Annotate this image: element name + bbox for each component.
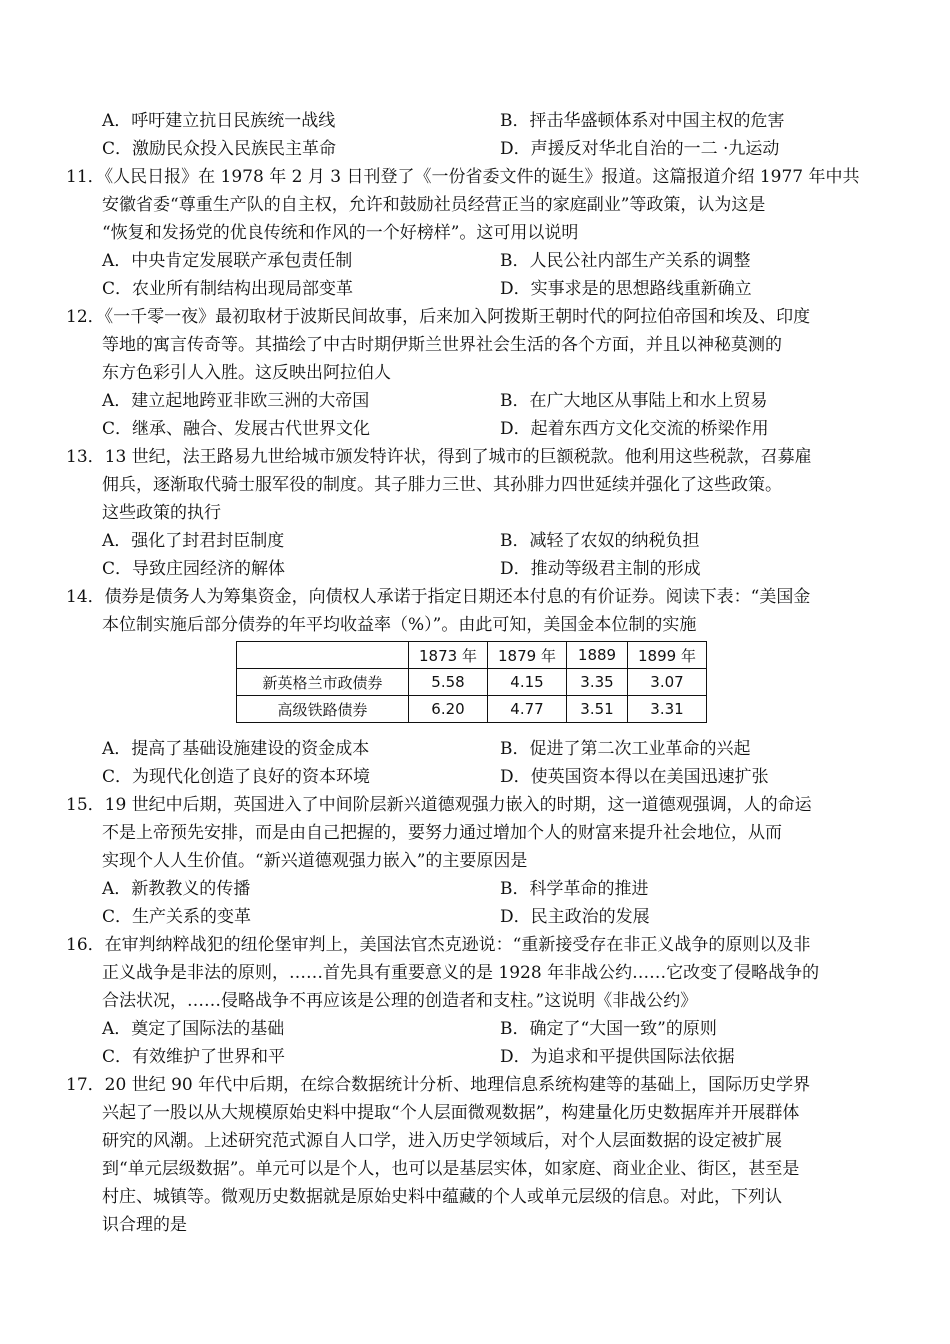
table-cell: 6.20 <box>409 696 488 723</box>
q10-option-d: D．声援反对华北自治的一二 ·九运动 <box>500 139 780 159</box>
q10-option-b: B．抨击华盛顿体系对中国主权的危害 <box>500 111 785 131</box>
q15-option-b: B．科学革命的推进 <box>500 879 649 899</box>
q12-option-b: B．在广大地区从事陆上和水上贸易 <box>500 391 768 411</box>
q11-option-d: D．实事求是的思想路线重新确立 <box>500 279 752 299</box>
q17-stem-line2: 兴起了一股以从大规模原始史料中提取“个人层面微观数据”，构建量化历史数据库并开展群体 <box>102 1103 800 1123</box>
q17-stem-line4: 到“单元层级数据”。单元可以是个人，也可以是基层实体，如家庭、商业企业、街区，甚至是 <box>102 1159 800 1179</box>
q16-stem-line1: 16．在审判纳粹战犯的纽伦堡审判上，美国法官杰克逊说：“重新接受存在非正义战争的原则以及非 <box>66 935 811 955</box>
q11-stem-line2: 安徽省委“尊重生产队的自主权，允许和鼓励社员经营正当的家庭副业”等政策，认为这是 <box>102 195 766 215</box>
q13-option-d: D．推动等级君主制的形成 <box>500 559 701 579</box>
table-header-cell: 1873 年 <box>409 642 488 669</box>
q12-option-c: C．继承、融合、发展古代世界文化 <box>102 419 371 439</box>
table-cell: 3.31 <box>628 696 707 723</box>
table-row-label: 新英格兰市政债券 <box>237 669 409 696</box>
q11-stem-line3: “恢复和发扬党的优良传统和作风的一个好榜样”。这可用以说明 <box>102 223 579 243</box>
q13-stem-line3: 这些政策的执行 <box>102 503 221 523</box>
q14-option-a: A．提高了基础设施建设的资金成本 <box>102 739 370 759</box>
q13-stem-line2: 佣兵，逐渐取代骑士服军役的制度。其子腓力三世、其孙腓力四世延续并强化了这些政策。 <box>102 475 782 495</box>
q17-stem-line3: 研究的风潮。上述研究范式源自人口学，进入历史学领域后，对个人层面数据的设定被扩展 <box>102 1131 782 1151</box>
q12-stem-line3: 东方色彩引人入胜。这反映出阿拉伯人 <box>102 363 391 383</box>
q12-stem-line1: 12．《一千零一夜》最初取材于波斯民间故事，后来加入阿拨斯王朝时代的阿拉伯帝国和埃及、印度 <box>66 307 811 327</box>
table-header-row <box>237 642 707 669</box>
table-cell: 3.07 <box>628 669 707 696</box>
q16-stem-line3: 合法状况，……侵略战争不再应该是公理的创造者和支柱。”这说明《非战公约》 <box>102 991 698 1011</box>
q15-option-a: A．新教教义的传播 <box>102 879 251 899</box>
table-row <box>237 696 707 723</box>
table-cell: 4.15 <box>488 669 567 696</box>
bond-yield-table <box>236 641 707 723</box>
table-header-cell: 1899 年 <box>628 642 707 669</box>
q13-option-c: C．导致庄园经济的解体 <box>102 559 286 579</box>
table-cell: 3.51 <box>567 696 628 723</box>
q16-stem-line2: 正义战争是非法的原则，……首先具有重要意义的是 1928 年非战公约……它改变了侵略战争的 <box>102 963 820 983</box>
q11-option-b: B．人民公社内部生产关系的调整 <box>500 251 751 271</box>
q12-option-a: A．建立起地跨亚非欧三洲的大帝国 <box>102 391 370 411</box>
q15-stem-line1: 15．19 世纪中后期，英国进入了中间阶层新兴道德观强力嵌入的时期，这一道德观强调，人的命运 <box>66 795 812 815</box>
table-row <box>237 669 707 696</box>
q12-stem-line2: 等地的寓言传奇等。其描绘了中古时期伊斯兰世界社会生活的各个方面，并且以神秘莫测的 <box>102 335 782 355</box>
q17-stem-line1: 17．20 世纪 90 年代中后期，在综合数据统计分析、地理信息系统构建等的基础上，国际历史学界 <box>66 1075 811 1095</box>
table-header-cell: 1889 <box>567 642 628 669</box>
q14-stem-line2: 本位制实施后部分债券的年平均收益率（%）”。由此可知，美国金本位制的实施 <box>102 615 697 635</box>
q10-option-a: A．呼吁建立抗日民族统一战线 <box>102 111 336 131</box>
q14-stem-line1: 14．债券是债务人为筹集资金，向债权人承诺于指定日期还本付息的有价证券。阅读下表：“美国金 <box>66 587 811 607</box>
table-header-cell: 1879 年 <box>488 642 567 669</box>
q14-option-b: B．促进了第二次工业革命的兴起 <box>500 739 751 759</box>
q15-option-c: C．生产关系的变革 <box>102 907 252 927</box>
q17-stem-line5: 村庄、城镇等。微观历史数据就是原始史料中蕴藏的个人或单元层级的信息。对此，下列认 <box>102 1187 782 1207</box>
q16-option-c: C．有效维护了世界和平 <box>102 1047 286 1067</box>
q16-option-d: D．为追求和平提供国际法依据 <box>500 1047 735 1067</box>
q11-option-c: C．农业所有制结构出现局部变革 <box>102 279 354 299</box>
q11-option-a: A．中央肯定发展联产承包责任制 <box>102 251 353 271</box>
q15-option-d: D．民主政治的发展 <box>500 907 650 927</box>
q16-option-a: A．奠定了国际法的基础 <box>102 1019 285 1039</box>
table-cell: 3.35 <box>567 669 628 696</box>
table-corner-cell <box>237 642 409 669</box>
q14-option-c: C．为现代化创造了良好的资本环境 <box>102 767 371 787</box>
q10-option-c: C．激励民众投入民族民主革命 <box>102 139 337 159</box>
q11-stem-line1: 11．《人民日报》在 1978 年 2 月 3 日刊登了《一份省委文件的诞生》报道。这篇报道介绍 1977 年中共 <box>66 167 860 187</box>
table-row-label: 高级铁路债券 <box>237 696 409 723</box>
q13-option-b: B．减轻了农奴的纳税负担 <box>500 531 700 551</box>
q12-option-d: D．起着东西方文化交流的桥梁作用 <box>500 419 769 439</box>
q13-stem-line1: 13．13 世纪，法王路易九世给城市颁发特许状，得到了城市的巨额税款。他利用这些税款，召募雇 <box>66 447 812 467</box>
q15-stem-line2: 不是上帝预先安排，而是由自己把握的，要努力通过增加个人的财富来提升社会地位，从而 <box>102 823 782 843</box>
table-cell: 4.77 <box>488 696 567 723</box>
q16-option-b: B．确定了“大国一致”的原则 <box>500 1019 717 1039</box>
q17-stem-line6: 识合理的是 <box>102 1215 187 1235</box>
q15-stem-line3: 实现个人人生价值。“新兴道德观强力嵌入”的主要原因是 <box>102 851 528 871</box>
table-cell: 5.58 <box>409 669 488 696</box>
q13-option-a: A．强化了封君封臣制度 <box>102 531 285 551</box>
q14-option-d: D．使英国资本得以在美国迅速扩张 <box>500 767 769 787</box>
